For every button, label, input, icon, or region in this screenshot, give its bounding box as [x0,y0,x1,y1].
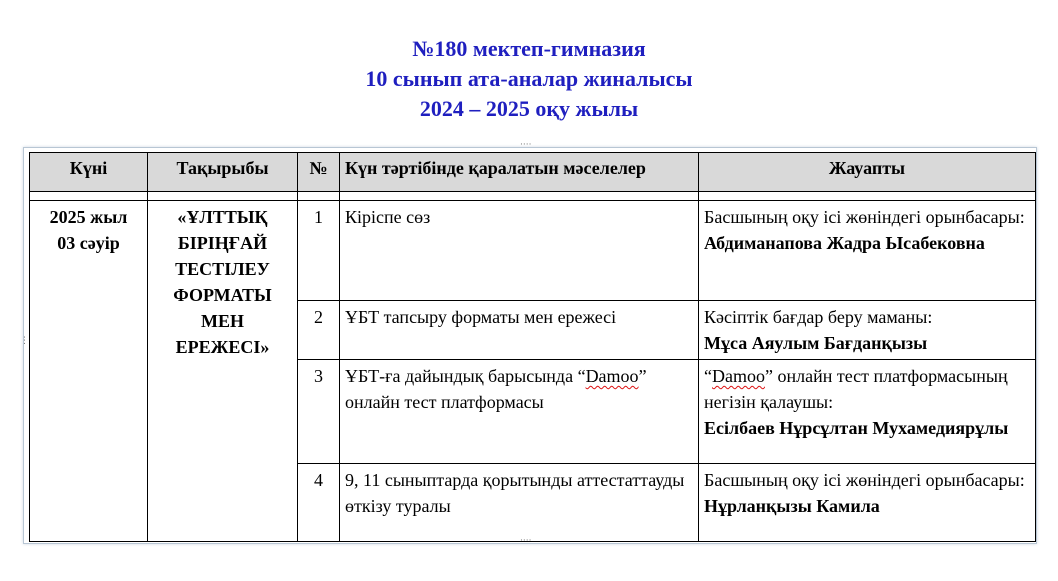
table-bottom-resize-handle[interactable]: ···· [520,536,532,546]
table-row [30,201,1036,301]
responsible-cell[interactable] [699,360,1036,464]
agenda-issue-text: ҰБТ-ға дайындық барысында “ [345,366,586,386]
meeting-title: 10 сынып ата-аналар жиналысы [365,66,693,91]
meeting-date-cell[interactable] [30,201,148,542]
table-spacer-row [30,192,1036,201]
responsible-cell[interactable] [699,201,1036,301]
row-number: 1 [298,201,340,301]
responsible-cell[interactable] [699,301,1036,360]
platform-brand: Damoo [712,366,765,386]
responsible-role: Басшының оқу ісі жөніндегі орынбасары: [704,470,1025,490]
row-number: 3 [298,360,340,464]
row-number: 2 [298,301,340,360]
responsible-name: Абдиманапова Жадра Ысабековна [704,233,985,253]
agenda-issue-text-end: ” онлайн тест платформасы [345,366,647,412]
col-header-number: № [298,153,340,192]
responsible-role: Басшының оқу ісі жөніндегі орынбасары: [704,207,1025,227]
responsible-role-quote: “ [704,366,712,386]
agenda-table [29,152,1036,542]
table-right-resize-handle[interactable]: ⋮ [1031,336,1040,346]
responsible-name: Нұрланқызы Камила [704,496,880,516]
col-header-topic: Тақырыбы [148,153,298,192]
school-name: №180 мектеп-гимназия [412,36,646,61]
agenda-issue[interactable]: 9, 11 сыныптарда қорытынды аттестаттауды өткізу туралы [340,464,699,542]
agenda-issue[interactable]: ҰБТ тапсыру форматы мен ережесі [340,301,699,360]
responsible-role: Кәсіптік бағдар беру маманы: [704,307,933,327]
responsible-cell[interactable] [699,464,1036,542]
meeting-date-year: 2025 жыл [49,207,128,227]
col-header-date: Күні [30,153,148,192]
responsible-name: Есілбаев Нұрсұлтан Мухамедиярұлы [704,418,1009,438]
meeting-date-day: 03 сәуір [57,233,120,253]
row-number: 4 [298,464,340,542]
col-header-issues: Күн тәртібінде қаралатын мәселелер [340,153,699,192]
responsible-role-text: ” онлайн тест платформасының негізін қалаушы: [704,366,1008,412]
table-left-resize-handle[interactable]: ⋮ [20,336,29,346]
responsible-name: Мұса Аяулым Бағданқызы [704,333,928,353]
meeting-topic-cell[interactable]: «ҰЛТТЫҚ БІРІҢҒАЙ ТЕСТІЛЕУ ФОРМАТЫ МЕН ЕРЕЖЕСІ» [148,201,298,542]
document-header [0,34,1058,124]
col-header-responsible: Жауапты [699,153,1036,192]
agenda-issue[interactable] [340,360,699,464]
agenda-issue[interactable]: Кіріспе сөз [340,201,699,301]
responsible-role [704,363,1030,415]
table-header-row [30,153,1036,192]
academic-year: 2024 – 2025 оқу жылы [419,96,639,121]
platform-brand: Damoo [585,366,639,386]
table-top-resize-handle[interactable]: ···· [520,140,532,150]
